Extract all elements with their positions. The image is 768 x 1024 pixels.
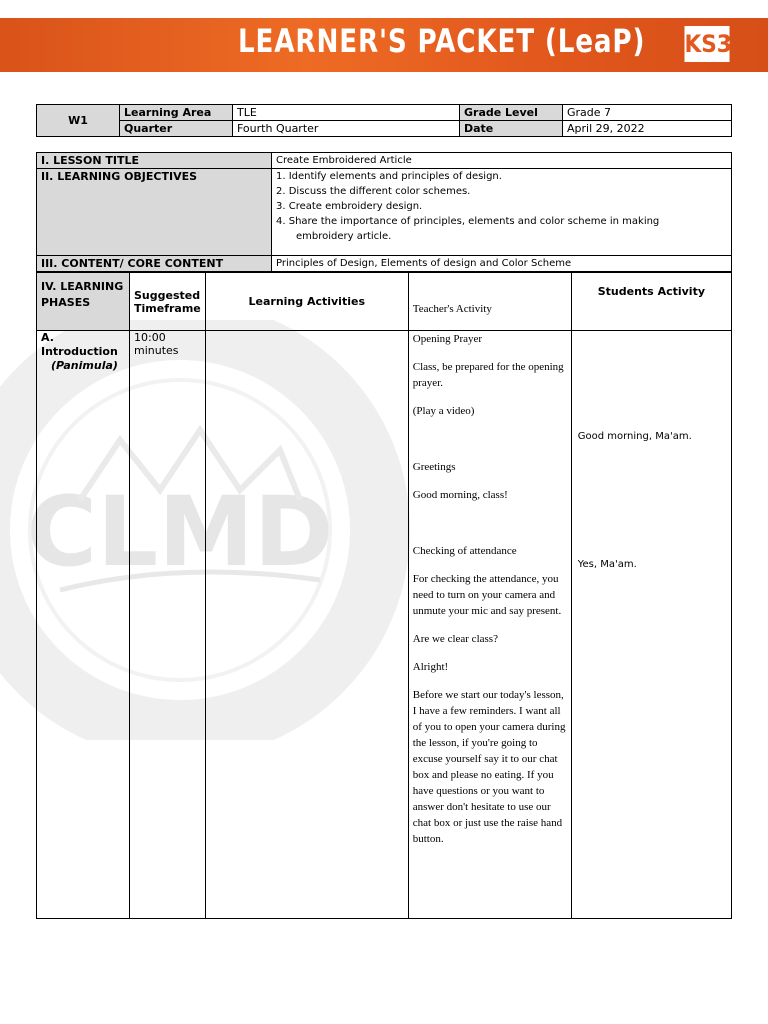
students-activity-cell xyxy=(571,331,731,919)
content-value: Principles of Design, Elements of design and Color Scheme xyxy=(272,256,732,272)
teacher-step: Are we clear class? xyxy=(412,633,498,645)
content-label: III. CONTENT/ CORE CONTENT xyxy=(37,256,272,272)
students-activity-header: Students Activity xyxy=(571,273,731,331)
teacher-step: Good morning, class! xyxy=(412,489,508,501)
watermark-text: CLMD xyxy=(26,476,334,588)
objective-item: 3. Create embroidery design. xyxy=(276,201,423,212)
learning-objectives-label: II. LEARNING OBJECTIVES xyxy=(37,169,272,256)
grade-level-value: Grade 7 xyxy=(563,105,732,121)
teacher-step: Checking of attendance xyxy=(412,545,517,557)
teacher-activity-header: Teacher's Activity xyxy=(408,273,571,331)
objective-item: embroidery article. xyxy=(296,231,392,242)
teacher-step: Greetings xyxy=(412,461,456,473)
teacher-step: (Play a video) xyxy=(412,405,475,417)
packet-banner xyxy=(0,18,768,72)
objective-item: 1. Identify elements and principles of design. xyxy=(276,171,502,182)
grade-level-label: Grade Level xyxy=(460,105,563,121)
objective-item: 4. Share the importance of principles, elements and color scheme in making xyxy=(276,216,660,227)
phases-header: IV. LEARNING PHASES xyxy=(37,273,130,331)
timeframe-value: 10:00 minutes xyxy=(130,331,206,919)
objective-item: 2. Discuss the different color schemes. xyxy=(276,186,471,197)
teacher-activity-cell xyxy=(408,331,571,919)
lesson-info-table xyxy=(36,152,732,272)
quarter-label: Quarter xyxy=(120,121,233,137)
phase-introduction xyxy=(37,331,130,919)
packet-title: LEARNER'S PACKET (LeaP) xyxy=(238,22,646,60)
teacher-step: Class, be prepared for the opening prayer. xyxy=(412,361,564,389)
student-response: Yes, Ma'am. xyxy=(577,559,637,570)
learning-phases-table xyxy=(36,272,732,919)
teacher-step: Before we start our today's lesson, I have a few reminders. I want all of you to open your camera during the lesson, if you're going to excuse yourself say it to our chat box and please no eating. If you have questions or you want to answer don't hesitate to use our chat box or just use the raise hand button. xyxy=(412,689,566,845)
phase-subtitle: (Panimula) xyxy=(51,359,118,372)
teacher-step: Opening Prayer xyxy=(412,333,483,345)
teacher-step: Alright! xyxy=(412,661,449,673)
quarter-value: Fourth Quarter xyxy=(233,121,460,137)
phase-title: A. Introduction xyxy=(41,331,118,358)
date-label: Date xyxy=(460,121,563,137)
timeframe-header: Suggested Timeframe xyxy=(130,273,206,331)
lesson-title-value: Create Embroidered Article xyxy=(272,153,732,169)
lesson-title-label: I. LESSON TITLE xyxy=(37,153,272,169)
ks3-badge: KS3 xyxy=(685,26,730,62)
learning-area-value: TLE xyxy=(233,105,460,121)
header-table xyxy=(36,104,732,137)
learning-activities-cell xyxy=(205,331,408,919)
date-value: April 29, 2022 xyxy=(563,121,732,137)
learning-objectives-list xyxy=(272,169,732,256)
student-response: Good morning, Ma'am. xyxy=(577,431,692,442)
week-badge: W1 xyxy=(37,105,120,137)
learning-activities-header: Learning Activities xyxy=(205,273,408,331)
teacher-step: For checking the attendance, you need to turn on your camera and unmute your mic and say present. xyxy=(412,573,562,617)
learning-area-label: Learning Area xyxy=(120,105,233,121)
